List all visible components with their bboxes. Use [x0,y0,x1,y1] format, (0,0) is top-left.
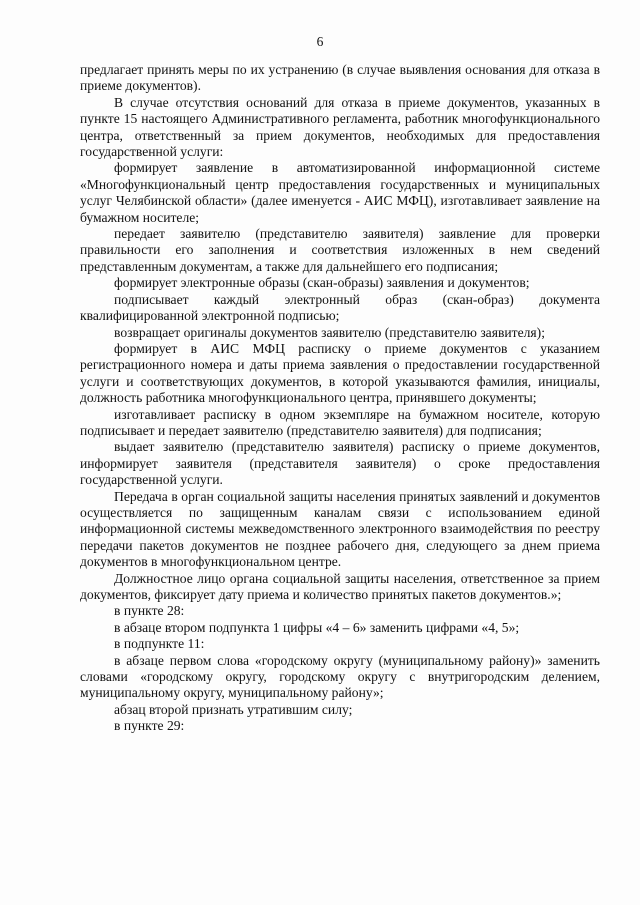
paragraph: В случае отсутствия оснований для отказа в приеме документов, указанных в пункте 15 настоящего Административного регламента, работник многофункционального центра, ответственный за прием документов, необходимых для предоставления государственной услуги: [80,94,600,160]
paragraph: формирует в АИС МФЦ расписку о приеме документов с указанием регистрационного номера и даты приема заявления о предоставлении государственной услуги и соответствующих документов, в которой указываются фамилия, инициалы, должность работника многофункционального центра, принявшего документы; [80,340,600,406]
paragraph: в пункте 28: [114,603,185,619]
page-number: 6 [316,34,324,49]
paragraph: возвращает оригиналы документов заявителю (представителю заявителя); [114,324,545,340]
document-body [80,62,600,735]
paragraph: выдает заявителю (представителю заявителя) расписку о приеме документов, информирует заявителя (представителя заявителя) о сроке предоставления государственной услуги. [80,439,600,488]
paragraph: Передача в орган социальной защиты населения принятых заявлений и документов осуществляется по защищенным каналам связи с использованием единой информационной системы межведомственного электронного взаимодействия по реестру передачи пакетов документов не позднее рабочего дня, следующего за днем приема документов в многофункциональном центре. [80,488,600,570]
paragraph: формирует электронные образы (скан-образы) заявления и документов; [114,275,530,291]
paragraph: в пункте 29: [114,718,185,734]
paragraph: передает заявителю (представителю заявителя) заявление для проверки правильности его заполнения и соответствия изложенных в нем сведений представленным документам, а также для дальнейшего его подписания; [80,226,600,274]
paragraph: в абзаце первом слова «городскому округу (муниципальному району)» заменить словами «городскому округу, городскому округу с внутригородским делением, муниципальному округу, муниципальному району»; [80,652,600,701]
paragraph: предлагает принять меры по их устранению (в случае выявления основания для отказа в приеме документов). [80,62,600,94]
paragraph: изготавливает расписку в одном экземпляре на бумажном носителе, которую подписывает и передает заявителю (представителю заявителя) для подписания; [80,406,600,438]
paragraph: подписывает каждый электронный образ (скан-образ) документа квалифицированной электронной подписью; [80,291,600,324]
paragraph: в подпункте 11: [114,636,205,652]
paragraph: в абзаце втором подпункта 1 цифры «4 – 6» заменить цифрами «4, 5»; [114,619,520,635]
paragraph: абзац второй признать утратившим силу; [114,701,353,717]
paragraph: Должностное лицо органа социальной защиты населения, ответственное за прием документов, фиксирует дату приема и количество принятых пакетов документов.»; [80,570,600,602]
paragraph: формирует заявление в автоматизированной информационной системе «Многофункциональный центр предоставления государственных и муниципальных услуг Челябинской области» (далее именуется - АИС МФЦ), изготавливает заявление на бумажном носителе; [80,160,600,225]
